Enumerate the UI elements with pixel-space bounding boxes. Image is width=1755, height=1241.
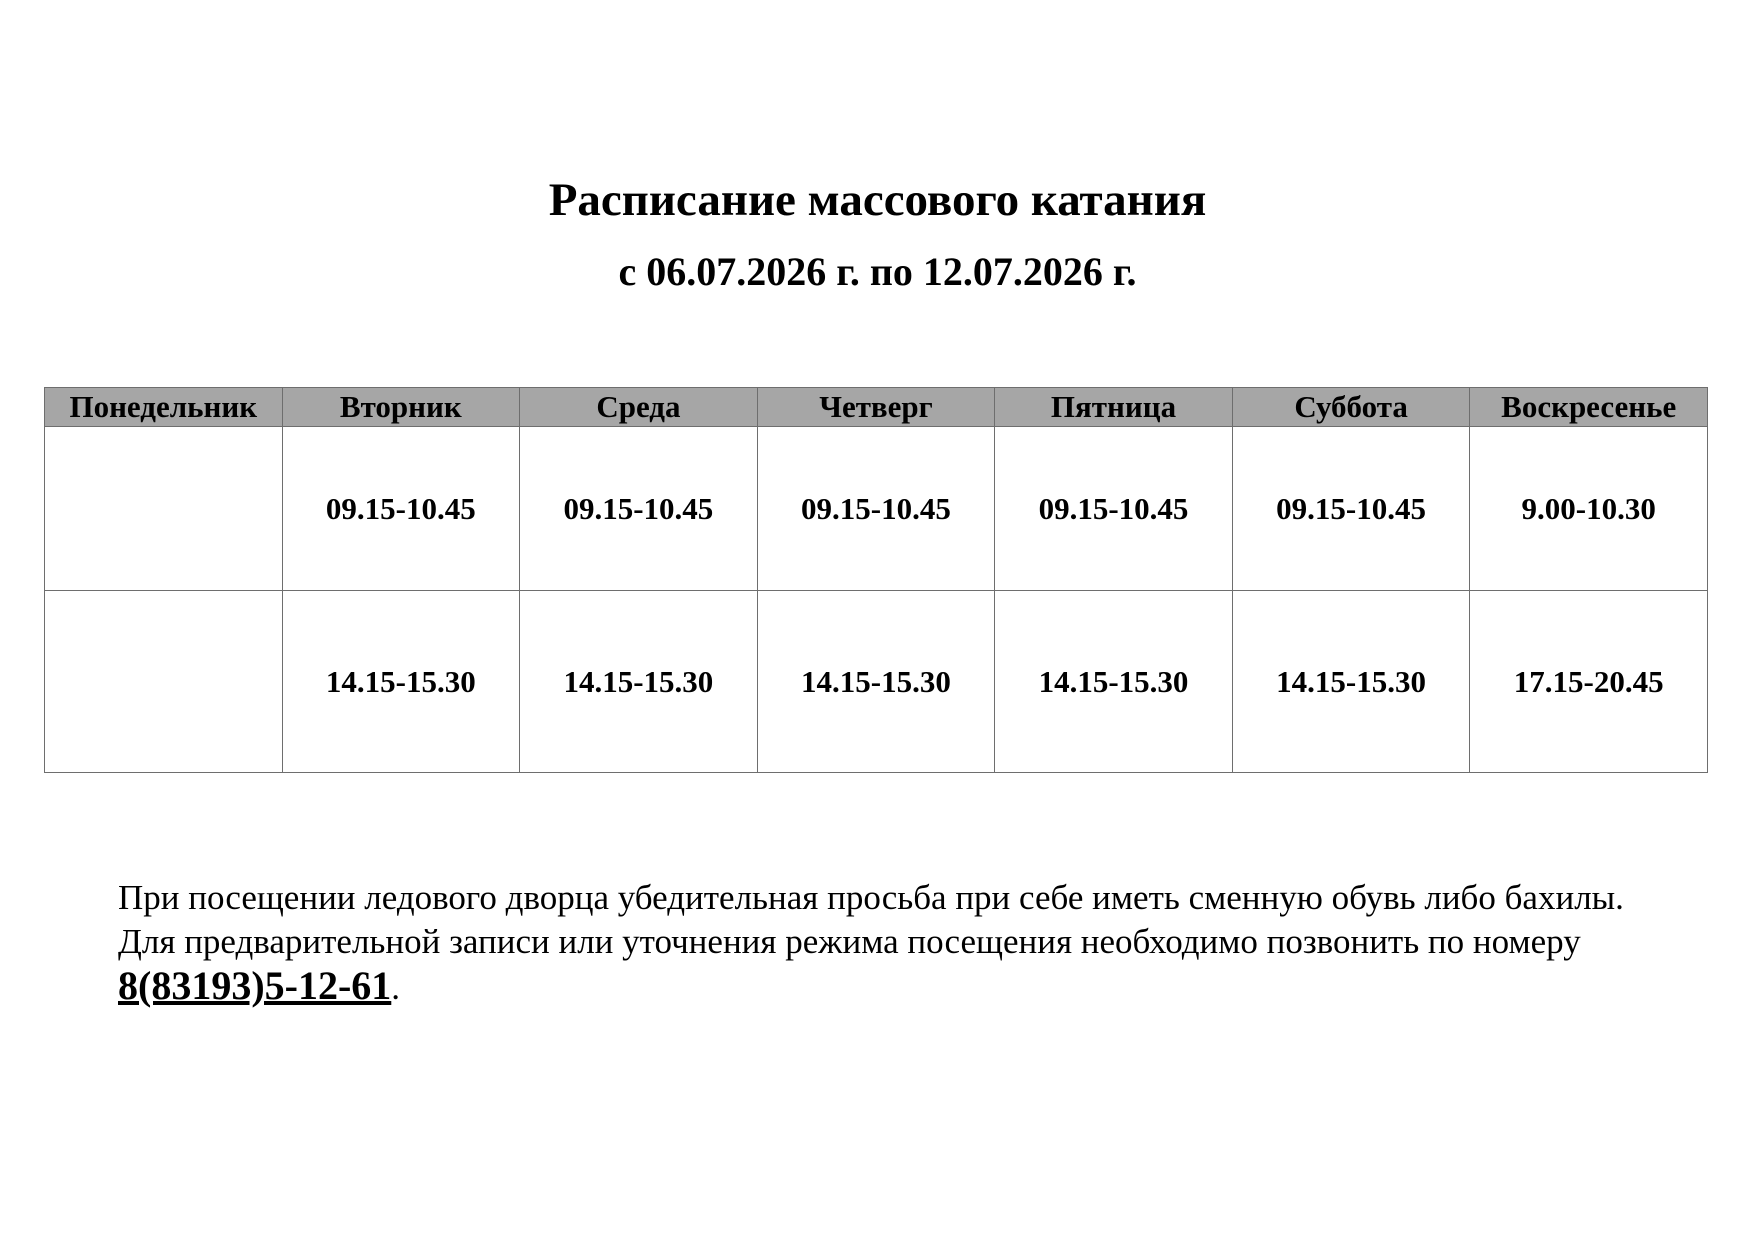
header-saturday: Суббота — [1232, 388, 1470, 427]
cell-tuesday-session-2: 14.15-15.30 — [282, 591, 520, 773]
header-friday: Пятница — [995, 388, 1233, 427]
table-header-row — [45, 388, 1708, 427]
booking-note — [118, 920, 1638, 1010]
notes-block — [118, 876, 1638, 1010]
header-thursday: Четверг — [757, 388, 995, 427]
cell-wednesday-session-2: 14.15-15.30 — [520, 591, 758, 773]
schedule-table — [44, 387, 1708, 773]
cell-wednesday-session-1: 09.15-10.45 — [520, 427, 758, 591]
table-row — [45, 427, 1708, 591]
table-row — [45, 591, 1708, 773]
cell-saturday-session-2: 14.15-15.30 — [1232, 591, 1470, 773]
booking-note-text: Для предварительной записи или уточнения режима посещения необходимо позвонить по номеру — [118, 922, 1581, 961]
phone-number: 8(83193)5-12-61 — [118, 963, 392, 1008]
header-sunday: Воскресенье — [1470, 388, 1708, 427]
cell-thursday-session-1: 09.15-10.45 — [757, 427, 995, 591]
cell-monday-session-1 — [45, 427, 283, 591]
cell-sunday-session-1: 9.00-10.30 — [1470, 427, 1708, 591]
cell-saturday-session-1: 09.15-10.45 — [1232, 427, 1470, 591]
cell-friday-session-1: 09.15-10.45 — [995, 427, 1233, 591]
cell-sunday-session-2: 17.15-20.45 — [1470, 591, 1708, 773]
cell-monday-session-2 — [45, 591, 283, 773]
page-title: Расписание массового катания — [548, 174, 1207, 226]
header-wednesday: Среда — [520, 388, 758, 427]
booking-note-end: . — [391, 968, 401, 1007]
header-tuesday: Вторник — [282, 388, 520, 427]
shoe-covers-note: При посещении ледового дворца убедительная просьба при себе иметь сменную обувь либо бахилы. — [118, 878, 1624, 917]
header-monday: Понедельник — [45, 388, 283, 427]
date-range: с 06.07.2026 г. по 12.07.2026 г. — [618, 249, 1137, 294]
cell-friday-session-2: 14.15-15.30 — [995, 591, 1233, 773]
cell-tuesday-session-1: 09.15-10.45 — [282, 427, 520, 591]
cell-thursday-session-2: 14.15-15.30 — [757, 591, 995, 773]
